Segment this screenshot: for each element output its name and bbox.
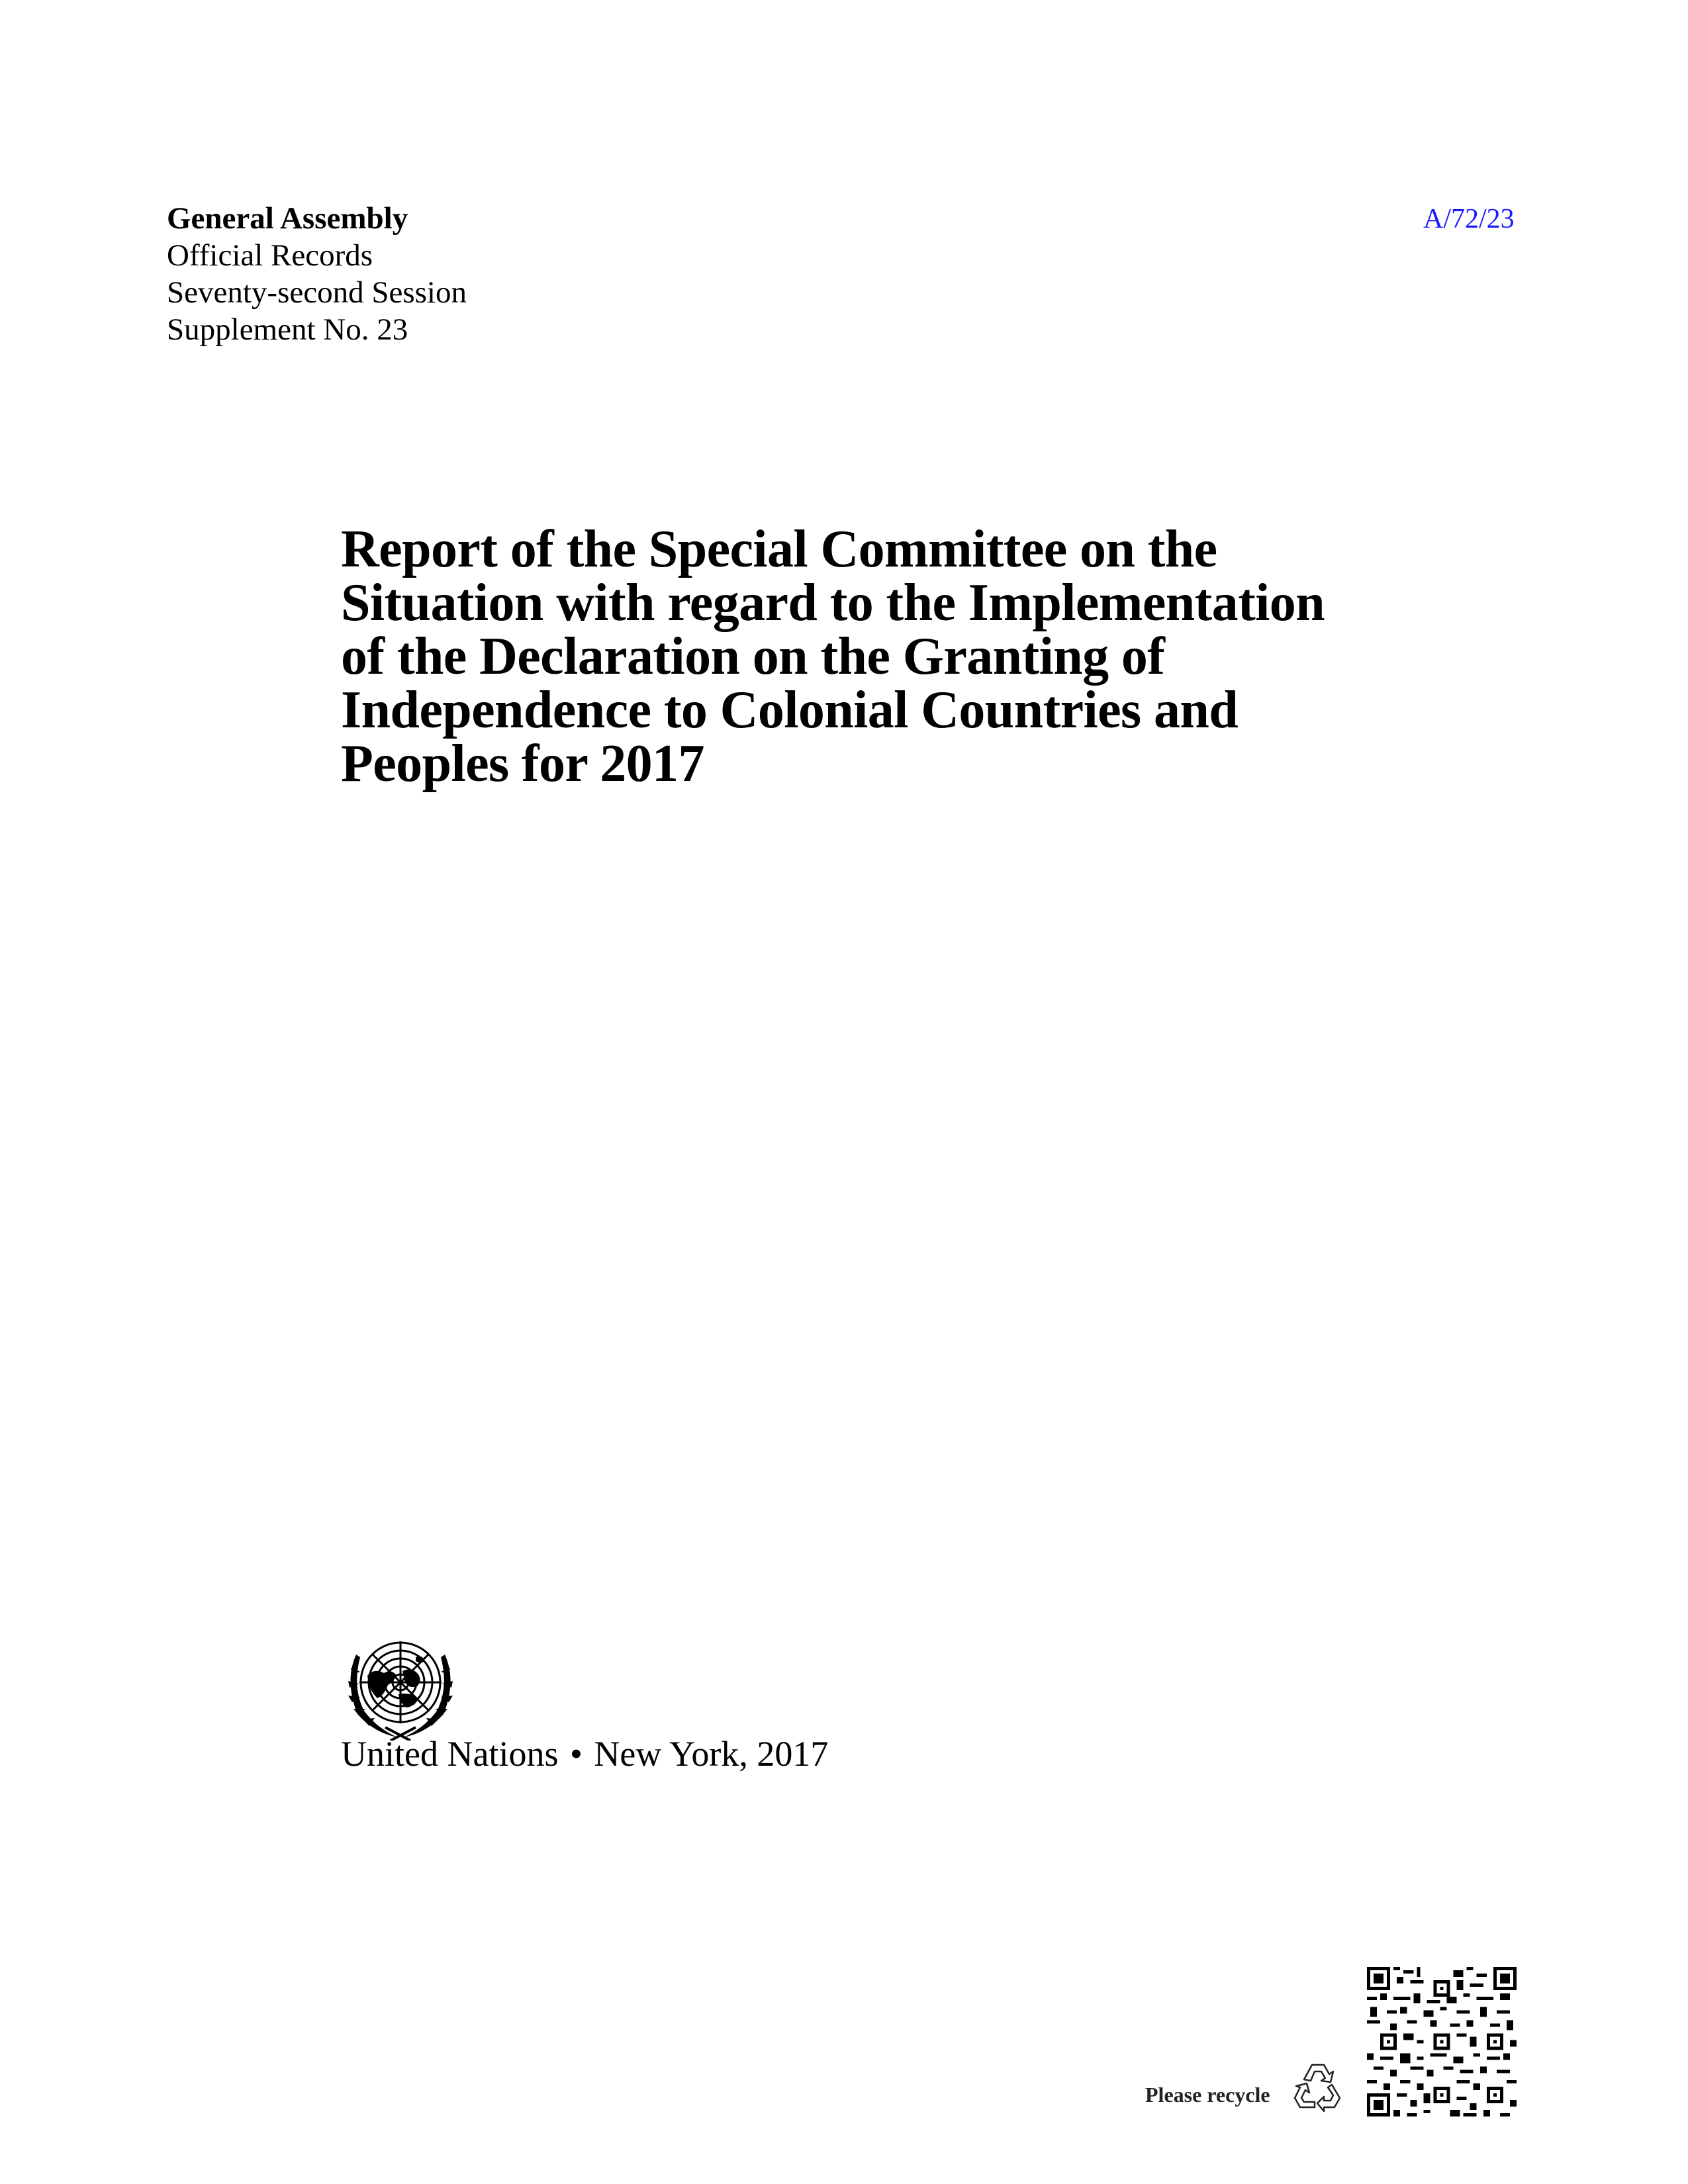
please-recycle-label: Please recycle xyxy=(1145,2083,1270,2107)
bullet-separator: • xyxy=(569,1734,583,1774)
title-line: Situation with regard to the Implementation xyxy=(341,574,1325,632)
official-records: Official Records xyxy=(167,238,373,273)
title-line: Independence to Colonial Countries and xyxy=(341,681,1239,739)
supplement-number: Supplement No. 23 xyxy=(167,312,408,347)
recycle-icon xyxy=(1292,2060,1342,2113)
title-line: of the Declaration on the Granting of xyxy=(341,627,1165,686)
publication-imprint xyxy=(341,1733,828,1775)
place-year: New York, 2017 xyxy=(594,1734,829,1774)
document-title xyxy=(341,520,1374,793)
un-emblem-icon xyxy=(338,1635,463,1741)
document-symbol-link[interactable]: A/72/23 xyxy=(1423,204,1515,234)
organ-name: General Assembly xyxy=(167,201,408,236)
title-line: Peoples for 2017 xyxy=(341,735,704,793)
session: Seventy-second Session xyxy=(167,275,467,310)
title-line: Report of the Special Committee on the xyxy=(341,520,1217,578)
header-block xyxy=(167,200,467,348)
publisher: United Nations xyxy=(341,1734,559,1774)
qr-code-icon xyxy=(1367,1967,1517,2116)
